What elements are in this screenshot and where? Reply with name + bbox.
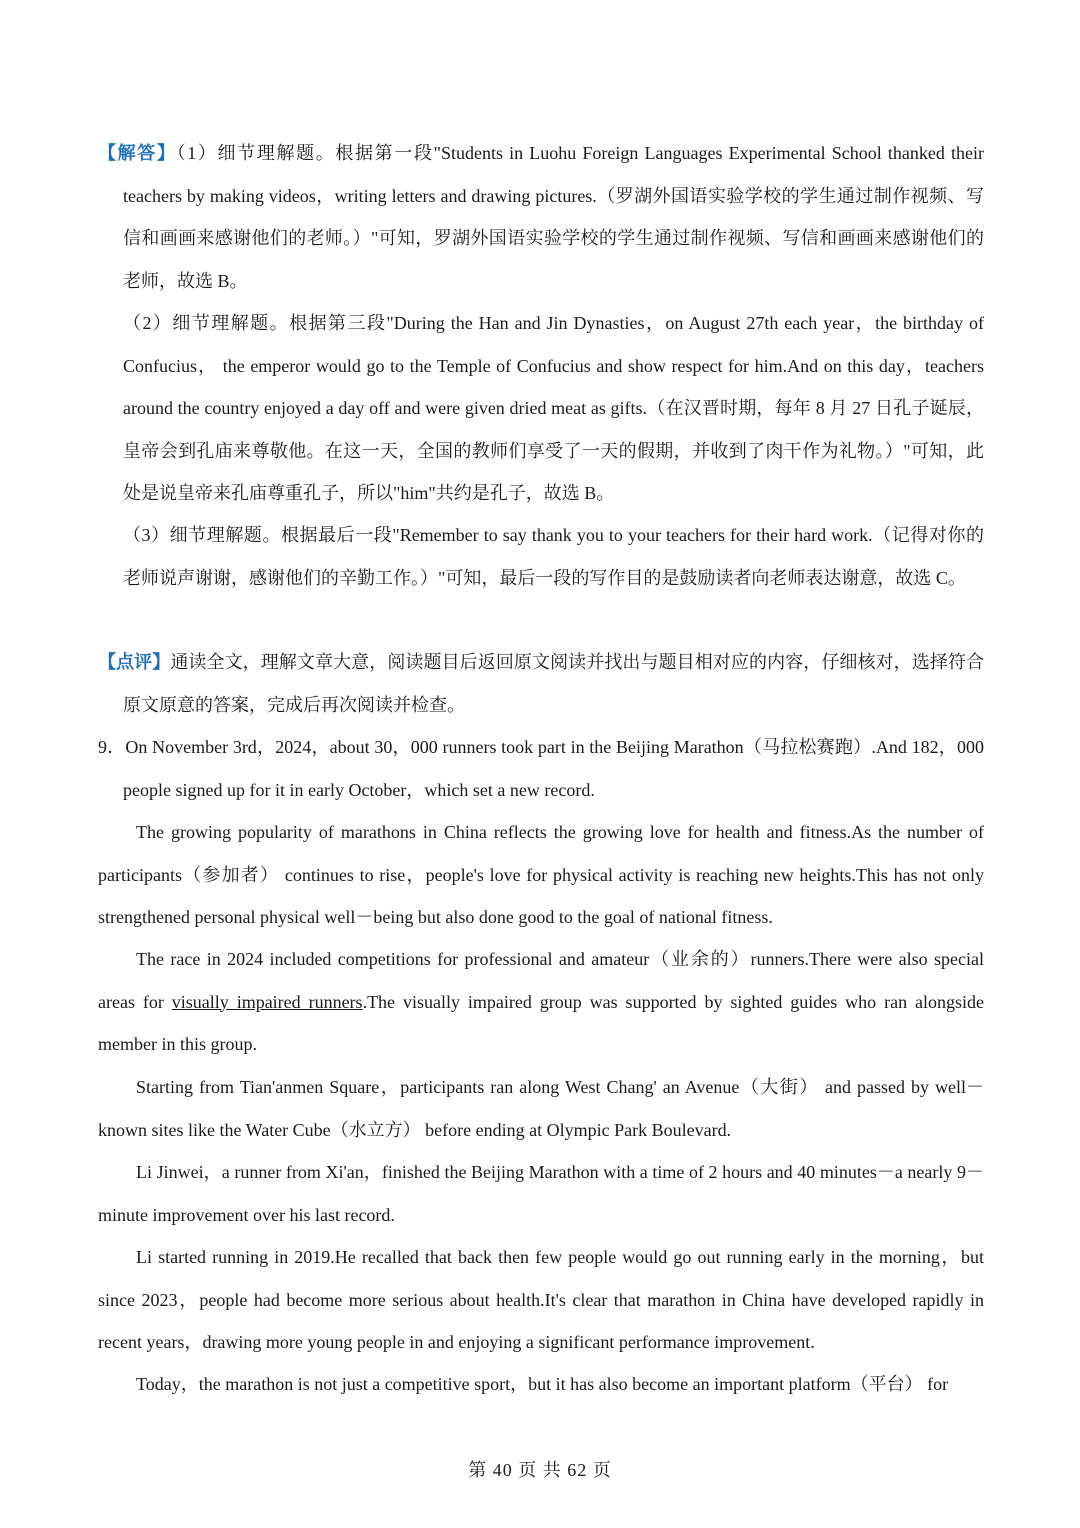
passage-paragraph-5	[98, 1236, 984, 1364]
answer-part3-text: （3）细节理解题。根据最后一段"Remember to say thank you to your teachers for their hard work.（记得对你的老师说声谢谢，感谢他们的辛勤工作。）"可知，最后一段的写作目的是鼓励读者向老师表达谢意，故选 C。	[123, 525, 984, 588]
passage-paragraph-1-text: The growing popularity of marathons in China reflects the growing love for health and fitness.As the number of participants（参加者） continues to rise，people's love for physical activity is reaching new heights.This has not only strengthened personal physical well－being but also done good to the goal of national fitness.	[98, 822, 984, 927]
answer-tag: 【解答】	[98, 143, 177, 163]
answer-part3	[123, 514, 984, 599]
passage-paragraph-2-text-b: .The visually impaired group was supported by sighted guides who ran alongside member in this group.	[98, 991, 984, 1054]
passage-paragraph-3	[98, 1066, 984, 1151]
answer-part1	[98, 132, 984, 302]
question9-intro	[98, 726, 984, 811]
passage-paragraph-2-text-a: The race in 2024 included competitions for professional and amateur（业余的）runners.There were also special areas for	[98, 949, 984, 1012]
passage-paragraph-4	[98, 1151, 984, 1236]
question9-intro-text: 9．On November 3rd，2024，about 30，000 runners took part in the Beijing Marathon（马拉松赛跑）.And 182，000 people signed up for it in early October，which set a new record.	[98, 737, 984, 800]
passage-paragraph-2	[98, 938, 984, 1066]
passage-paragraph-6-text: Today，the marathon is not just a competitive sport，but it has also become an important platform（平台） for	[136, 1374, 949, 1394]
passage-paragraph-5-text: Li started running in 2019.He recalled that back then few people would go out running early in the morning，but since 2023，people had become more serious about health.It's clear that marathon in China have developed rapidly in recent years，drawing more young people in and enjoying a significant performance improvement.	[98, 1247, 984, 1352]
passage-paragraph-3-text: Starting from Tian'anmen Square，participants ran along West Chang' an Avenue（大街） and passed by well－known sites like the Water Cube（水立方） before ending at Olympic Park Boulevard.	[98, 1077, 984, 1140]
underlined-phrase: visually impaired runners	[171, 991, 363, 1012]
passage-paragraph-4-text: Li Jinwei，a runner from Xi'an，finished the Beijing Marathon with a time of 2 hours and 40 minutes－a nearly 9－minute improvement over his last record.	[98, 1162, 984, 1225]
answer-part1-text: （1）细节理解题。根据第一段"Students in Luohu Foreign Languages Experimental School thanked their teachers by making videos，writing letters and drawing pictures.（罗湖外国语实验学校的学生通过制作视频、写信和画画来感谢他们的老师。）"可知，罗湖外国语实验学校的学生通过制作视频、写信和画画来感谢他们的老师，故选 B。	[123, 143, 984, 291]
comment-tag: 【点评】	[98, 652, 171, 672]
passage-paragraph-6	[98, 1363, 984, 1406]
page-number-footer: 第 40 页 共 62 页	[468, 1460, 612, 1480]
answer-part2	[123, 302, 984, 515]
passage-paragraph-1	[98, 811, 984, 939]
answer-part2-text: （2）细节理解题。根据第三段"During the Han and Jin Dynasties，on August 27th each year，the birthday of Confucius， the emperor would go to the Temple of Confucius and show respect for him.And on this day，teachers around the country enjoyed a day off and were given dried meat as gifts.（在汉晋时期，每年 8 月 27 日孔子诞辰，皇帝会到孔庙来尊敬他。在这一天，全国的教师们享受了一天的假期，并收到了肉干作为礼物。）"可知，此处是说皇帝来孔庙尊重孔子，所以"him"共约是孔子，故选 B。	[123, 313, 984, 503]
comment-text: 通读全文，理解文章大意，阅读题目后返回原文阅读并找出与题目相对应的内容，仔细核对，选择符合原文原意的答案，完成后再次阅读并检查。	[123, 652, 985, 715]
comment-block	[98, 641, 984, 726]
